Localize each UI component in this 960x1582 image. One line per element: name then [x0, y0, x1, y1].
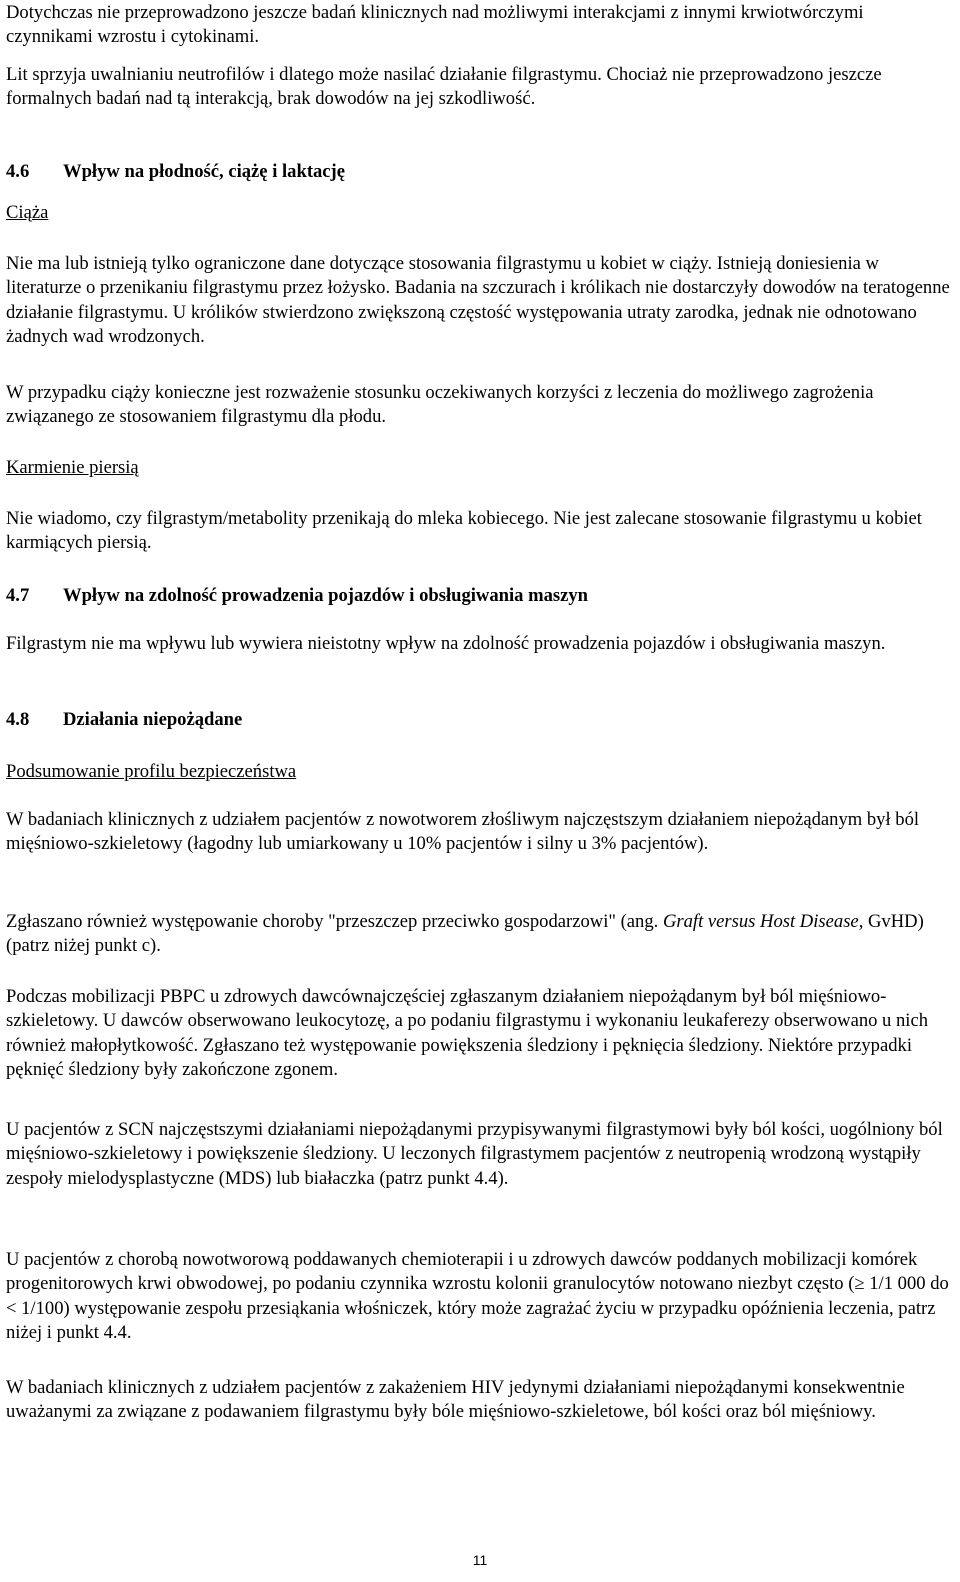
paragraph-interactions: Dotychczas nie przeprowadzono jeszcze badań klinicznych nad możliwymi interakcjami z innymi krwiotwórczymi czynnikami wzrostu i cytokinami. [6, 2, 864, 48]
section-heading-4-8 [6, 708, 954, 732]
gvhd-term-italic: Graft versus Host Disease [662, 911, 859, 932]
section-number: 4.8 [6, 709, 30, 730]
paragraph-pbpc-donors: Podczas mobilizacji PBPC u zdrowych dawcównajczęściej zgłaszanym działaniem niepożądanym był ból mięśniowo-szkieletowy. U dawców obserwowano leukocytozę, a po podaniu filgrastymu i wykonaniu leukaferezy obserwowano u nich również małopłytkowość. Zgłaszano też występowanie powiększenia śledziony i pęknięcia śledziony. Niektóre przypadki pęknięć śledziony były zakończone zgonem. [6, 986, 929, 1081]
section-heading-4-6 [6, 160, 954, 184]
section-number: 4.7 [6, 585, 30, 606]
gvhd-text-before: Zgłaszano również występowanie choroby "przeszczep przeciwko gospodarzowi" (ang. [6, 911, 663, 932]
subheading-safety-profile: Podsumowanie profilu bezpieczeństwa [6, 761, 297, 782]
paragraph-breastfeeding: Nie wiadomo, czy filgrastym/metabolity przenikają do mleka kobiecego. Nie jest zalecane stosowanie filgrastymu u kobiet karmiących piersią. [6, 508, 922, 554]
gvhd-text-after: , GvHD) (patrz niżej punkt c). [6, 911, 924, 957]
section-number: 4.6 [6, 161, 30, 182]
paragraph-hiv: W badaniach klinicznych z udziałem pacjentów z zakażeniem HIV jedynymi działaniami niepożądanymi konsekwentnie uważanymi za związane z podawaniem filgrastymu były bóle mięśniowo-szkieletowe, ból kości oraz ból mięśniowy. [6, 1377, 905, 1423]
paragraph-driving: Filgrastym nie ma wpływu lub wywiera nieistotny wpływ na zdolność prowadzenia pojazdów i obsługiwania maszyn. [6, 633, 886, 654]
section-title: Wpływ na zdolność prowadzenia pojazdów i obsługiwania maszyn [63, 585, 589, 606]
paragraph-scn: U pacjentów z SCN najczęstszymi działaniami niepożądanymi przypisywanymi filgrastymowi były ból kości, uogólniony ból mięśniowo-szkieletowy i powiększenie śledziony. U leczonych filgrastymem pacjentów z neutropenią wrodzoną wystąpiły zespoły mielodysplastyczne (MDS) lub białaczka (patrz punkt 4.4). [6, 1119, 943, 1189]
section-heading-4-7 [6, 584, 954, 608]
page-number: 11 [472, 1552, 488, 1568]
paragraph-capillary-leak: U pacjentów z chorobą nowotworową poddawanych chemioterapii i u zdrowych dawców poddanych mobilizacji komórek progenitorowych krwi obwodowej, po podaniu czynnika wzrostu kolonii granulocytów notowano niezbyt często (≥ 1/1 000 do < 1/100) występowanie zespołu przesiąkania włośniczek, który może zagrażać życiu w przypadku opóźnienia leczenia, patrz niżej i punkt 4.4. [6, 1249, 949, 1344]
section-title: Wpływ na płodność, ciążę i laktację [63, 161, 346, 182]
paragraph-gvhd [6, 910, 954, 959]
subheading-breastfeeding: Karmienie piersią [6, 457, 139, 478]
paragraph-clinical-trials: W badaniach klinicznych z udziałem pacjentów z nowotworem złośliwym najczęstszym działaniem niepożądanym był ból mięśniowo-szkieletowy (łagodny lub umiarkowany u 10% pacjentów i silny u 3% pacjentów). [6, 809, 920, 855]
paragraph-lithium: Lit sprzyja uwalnianiu neutrofilów i dlatego może nasilać działanie filgrastymu. Chociaż nie przeprowadzono jeszcze formalnych badań nad tą interakcją, brak dowodów na jej szkodliwość. [6, 64, 882, 110]
section-title: Działania niepożądane [63, 709, 243, 730]
paragraph-pregnancy-data: Nie ma lub istnieją tylko ograniczone dane dotyczące stosowania filgrastymu u kobiet w ciąży. Istnieją doniesienia w literaturze o przenikaniu filgrastymu przez łożysko. Badania na szczurach i królikach nie dostarczyły dowodów na teratogenne działanie filgrastymu. U królików stwierdzono zwiększoną częstość występowania utraty zarodka, jednak nie odnotowano żadnych wad wrodzonych. [6, 253, 950, 348]
subheading-pregnancy: Ciąża [6, 202, 49, 223]
paragraph-pregnancy-risk: W przypadku ciąży konieczne jest rozważenie stosunku oczekiwanych korzyści z leczenia do możliwego zagrożenia związanego ze stosowaniem filgrastymu dla płodu. [6, 382, 874, 428]
